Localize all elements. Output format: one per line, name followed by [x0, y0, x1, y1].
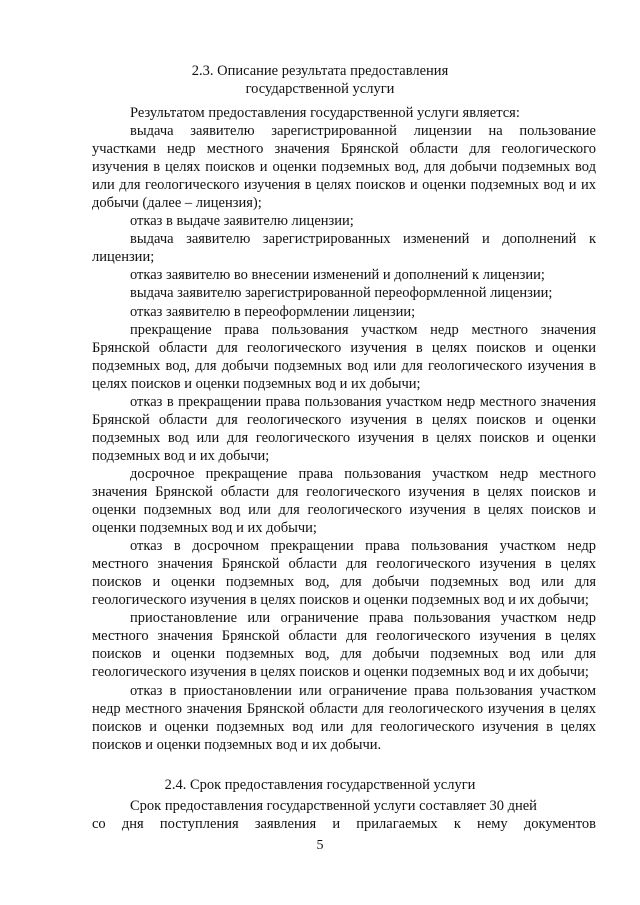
- paragraph: отказ заявителю в переоформлении лицензии;: [130, 303, 416, 320]
- paragraph: Результатом предоставления государственной услуги является:: [130, 105, 520, 121]
- paragraph: отказ заявителю во внесении изменений и дополнений к лицензии;: [130, 267, 545, 284]
- paragraph: выдача заявителю зарегистрированной переоформленной лицензии;: [130, 285, 553, 302]
- section-2-4-body: [92, 797, 596, 833]
- section-heading-2-4: 2.4. Срок предоставления государственной услуги: [164, 777, 476, 793]
- paragraph: отказ в выдаче заявителю лицензии;: [130, 213, 354, 230]
- paragraph: выдача заявителю зарегистрированной лицензии на пользование участками недр местного значения Брянской области для геологического изучения в целях поисков и оценки подземных вод, для добычи подземных вод или для геологического изучения в целях поисков и оценки подземных вод и их добычи (далее – лицензия);: [92, 123, 596, 212]
- section-body: [92, 104, 596, 754]
- paragraph: выдача заявителю зарегистрированных изменений и дополнений к лицензии;: [92, 231, 596, 266]
- paragraph: приостановление или ограничение права пользования участком недр местного значения Брянской области для геологического изучения в целях поисков и оценки подземных вод, для добычи подземных вод или для геологического изучения в целях поисков и оценки подземных вод и их добычи;: [92, 610, 596, 681]
- section-heading-line-1: 2.3. Описание результата предоставления: [191, 63, 449, 79]
- section-heading-2-3: [0, 62, 640, 98]
- page-number: 5: [316, 838, 324, 853]
- paragraph: отказ в досрочном прекращении права пользования участком недр местного значения Брянской области для геологического изучения в целях поисков и оценки подземных вод, для добычи подземных вод или для геологического изучения в целях поисков и оценки подземных вод и их добычи;: [92, 538, 596, 609]
- paragraph-line: со дня поступления заявления и прилагаемых к нему документов: [92, 816, 596, 833]
- paragraph: прекращение права пользования участком недр местного значения Брянской области для геологического изучения в целях поисков и оценки подземных вод, для добычи подземных вод или для геологического изучения в целях поисков и оценки подземных вод и их добычи;: [92, 321, 596, 392]
- paragraph-line: Срок предоставления государственной услуги составляет 30 дней: [130, 798, 537, 814]
- paragraph: досрочное прекращение права пользования участком недр местного значения Брянской области для геологического изучения в целях поисков и оценки подземных вод или для геологического изучения в целях поисков и оценки подземных вод и их добычи;: [92, 465, 596, 537]
- section-heading-line-2: государственной услуги: [245, 81, 395, 97]
- paragraph: отказ в прекращении права пользования участком недр местного значения Брянской области для геологического изучения в целях поисков и оценки подземных вод или для геологического изучения в целях поисков и оценки подземных вод и их добычи;: [92, 393, 596, 464]
- paragraph: отказ в приостановлении или ограничение права пользования участком недр местного значения Брянской области для геологического изучения в целях поисков и оценки подземных вод или для геологического изучения в целях поисков и оценки подземных вод и их добычи.: [92, 682, 596, 753]
